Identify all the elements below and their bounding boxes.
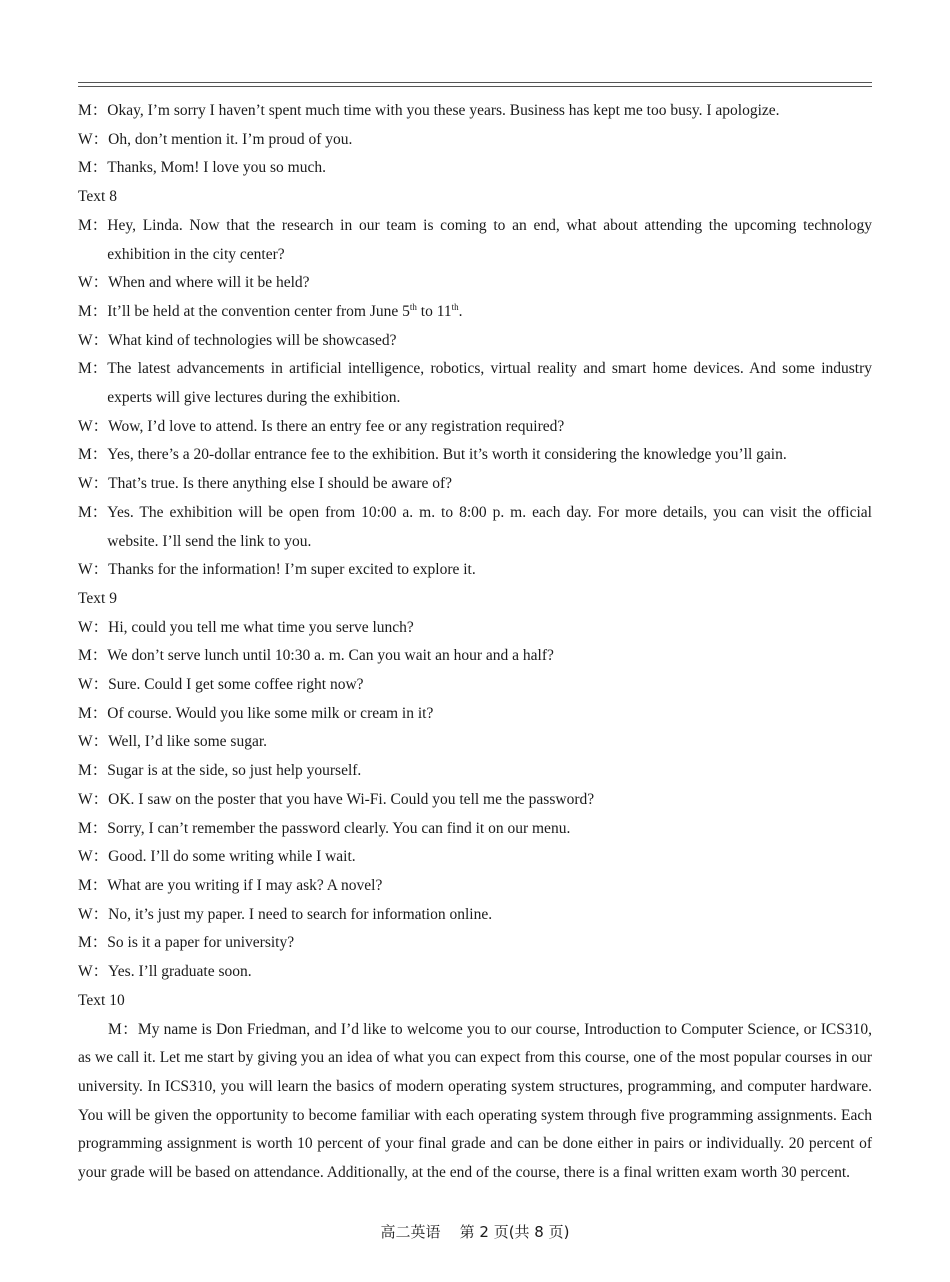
dialog-line <box>78 441 872 470</box>
dialog-line <box>78 728 872 757</box>
utterance: We don’t serve lunch until 10:30 a. m. Can you wait an hour and a half? <box>107 647 554 665</box>
ordinal-suffix: th <box>409 301 417 312</box>
speaker: W： <box>78 475 109 493</box>
speaker: M： <box>78 876 108 894</box>
utterance: OK. I saw on the poster that you have Wi-Fi. Could you tell me the password? <box>108 790 595 808</box>
dialog-line <box>78 126 872 155</box>
speaker: W： <box>78 618 109 636</box>
dialog-line <box>78 212 872 269</box>
speaker: W： <box>78 963 109 981</box>
dialog-line <box>78 671 872 700</box>
dialog-line <box>78 872 872 901</box>
text8-heading: Text 8 <box>78 188 117 206</box>
speaker: M： <box>78 302 108 320</box>
dialog-d <box>78 614 872 987</box>
utterance: What kind of technologies will be showcased? <box>108 331 397 349</box>
speaker: M： <box>78 360 108 378</box>
dialog-line <box>78 901 872 930</box>
utterance: Oh, don’t mention it. I’m proud of you. <box>108 130 353 148</box>
dialog-line-dates <box>78 298 872 327</box>
utterance: No, it’s just my paper. I need to search for information online. <box>108 905 493 923</box>
text10-monologue: M：My name is Don Friedman, and I’d like to welcome you to our course, Introduction to Computer Science, or ICS310, as we call it. Let me start by giving you an idea of what you can expect from this course, one of the most popular courses in our university. In ICS310, you will learn the basics of modern operating system structures, programming, and computer hardware. You will be given the opportunity to become familiar with each operating system through five programming assignments. Each programming assignment is worth 10 percent of your final grade and can be done either in pairs or individually. 20 percent of your grade will be based on attendance. Additionally, at the end of the course, there is a final written exam worth 30 percent. <box>78 1020 872 1182</box>
utterance: What are you writing if I may ask? A novel? <box>107 876 383 894</box>
dialog-c <box>78 327 872 585</box>
dialog-b <box>78 212 872 298</box>
dates-text-start: It’ll be held at the convention center from June 5 <box>107 302 410 320</box>
utterance: When and where will it be held? <box>108 274 310 292</box>
header-rule-second <box>78 86 872 87</box>
dialog-line <box>78 815 872 844</box>
ordinal-suffix: th <box>451 301 459 312</box>
speaker: M： <box>78 102 108 119</box>
speaker: W： <box>78 676 109 694</box>
speaker: M： <box>78 446 108 464</box>
dialog-line <box>78 327 872 356</box>
utterance: Hey, Linda. Now that the research in our team is coming to an end, what about attending the upcoming technology exhibition in the city center? <box>107 216 872 263</box>
utterance: Hi, could you tell me what time you serve lunch? <box>108 618 414 636</box>
dates-text-middle: to 11 <box>416 302 452 320</box>
header-rule <box>78 82 872 83</box>
speaker: W： <box>78 848 109 866</box>
speaker: M： <box>78 216 108 234</box>
dialog-a <box>78 97 872 183</box>
dialog-line <box>78 154 872 183</box>
utterance: Yes, there’s a 20-dollar entrance fee to the exhibition. But it’s worth it considering the knowledge you’ll gain. <box>107 446 787 464</box>
dialog-line <box>78 556 872 585</box>
utterance: Sorry, I can’t remember the password clearly. You can find it on our menu. <box>107 819 571 837</box>
speaker: W： <box>78 790 109 808</box>
dialog-line <box>78 642 872 671</box>
utterance: Of course. Would you like some milk or cream in it? <box>107 704 434 722</box>
speaker: W： <box>78 130 109 148</box>
text9-heading: Text 9 <box>78 589 117 607</box>
speaker: M： <box>78 762 108 780</box>
speaker: W： <box>78 417 109 435</box>
utterance: Wow, I’d love to attend. Is there an entry fee or any registration required? <box>108 417 565 435</box>
speaker: W： <box>78 274 109 292</box>
page-footer <box>0 1221 950 1242</box>
speaker: M： <box>78 704 108 722</box>
utterance: Okay, I’m sorry I haven’t spent much time with you these years. Business has kept me too busy. I apologize. <box>107 102 780 119</box>
utterance: Good. I’ll do some writing while I wait. <box>108 848 356 866</box>
dialog-line <box>78 958 872 987</box>
utterance: Sugar is at the side, so just help yourself. <box>107 762 362 780</box>
text10-heading: Text 10 <box>78 991 125 1009</box>
dialog-line <box>78 97 872 126</box>
dialog-line <box>78 700 872 729</box>
dialog-line <box>78 499 872 556</box>
speaker: W： <box>78 331 109 349</box>
speaker: M： <box>78 934 108 952</box>
dialog-line <box>78 413 872 442</box>
speaker: M： <box>78 647 108 665</box>
utterance: Thanks, Mom! I love you so much. <box>107 159 326 177</box>
utterance: That’s true. Is there anything else I should be aware of? <box>108 475 453 493</box>
dialog-line <box>78 269 872 298</box>
dialog-line <box>78 614 872 643</box>
utterance: So is it a paper for university? <box>107 934 295 952</box>
utterance: Thanks for the information! I’m super excited to explore it. <box>108 561 476 579</box>
speaker: W： <box>78 905 109 923</box>
utterance: Sure. Could I get some coffee right now? <box>108 676 364 694</box>
speaker: W： <box>78 561 109 579</box>
utterance: Yes. I’ll graduate soon. <box>108 963 252 981</box>
utterance: The latest advancements in artificial intelligence, robotics, virtual reality and smart home devices. And some industry experts will give lectures during the exhibition. <box>107 360 872 407</box>
dialog-line <box>78 470 872 499</box>
footer-page-number: 第 2 页(共 8 页) <box>459 1223 570 1241</box>
dialog-line <box>78 786 872 815</box>
utterance: Well, I’d like some sugar. <box>108 733 268 751</box>
dialog-line <box>78 355 872 412</box>
dates-text-end: . <box>458 302 463 320</box>
utterance: Yes. The exhibition will be open from 10:00 a. m. to 8:00 p. m. each day. For more details, you can visit the official website. I’ll send the link to you. <box>107 503 872 550</box>
dialog-line <box>78 929 872 958</box>
dialog-line <box>78 757 872 786</box>
footer-subject: 高二英语 <box>380 1223 441 1241</box>
dialog-line <box>78 843 872 872</box>
transcript-body <box>78 97 872 1188</box>
speaker: M： <box>78 503 108 521</box>
speaker: M： <box>78 819 108 837</box>
speaker: M： <box>78 159 108 177</box>
utterance <box>107 298 872 327</box>
speaker: W： <box>78 733 109 751</box>
